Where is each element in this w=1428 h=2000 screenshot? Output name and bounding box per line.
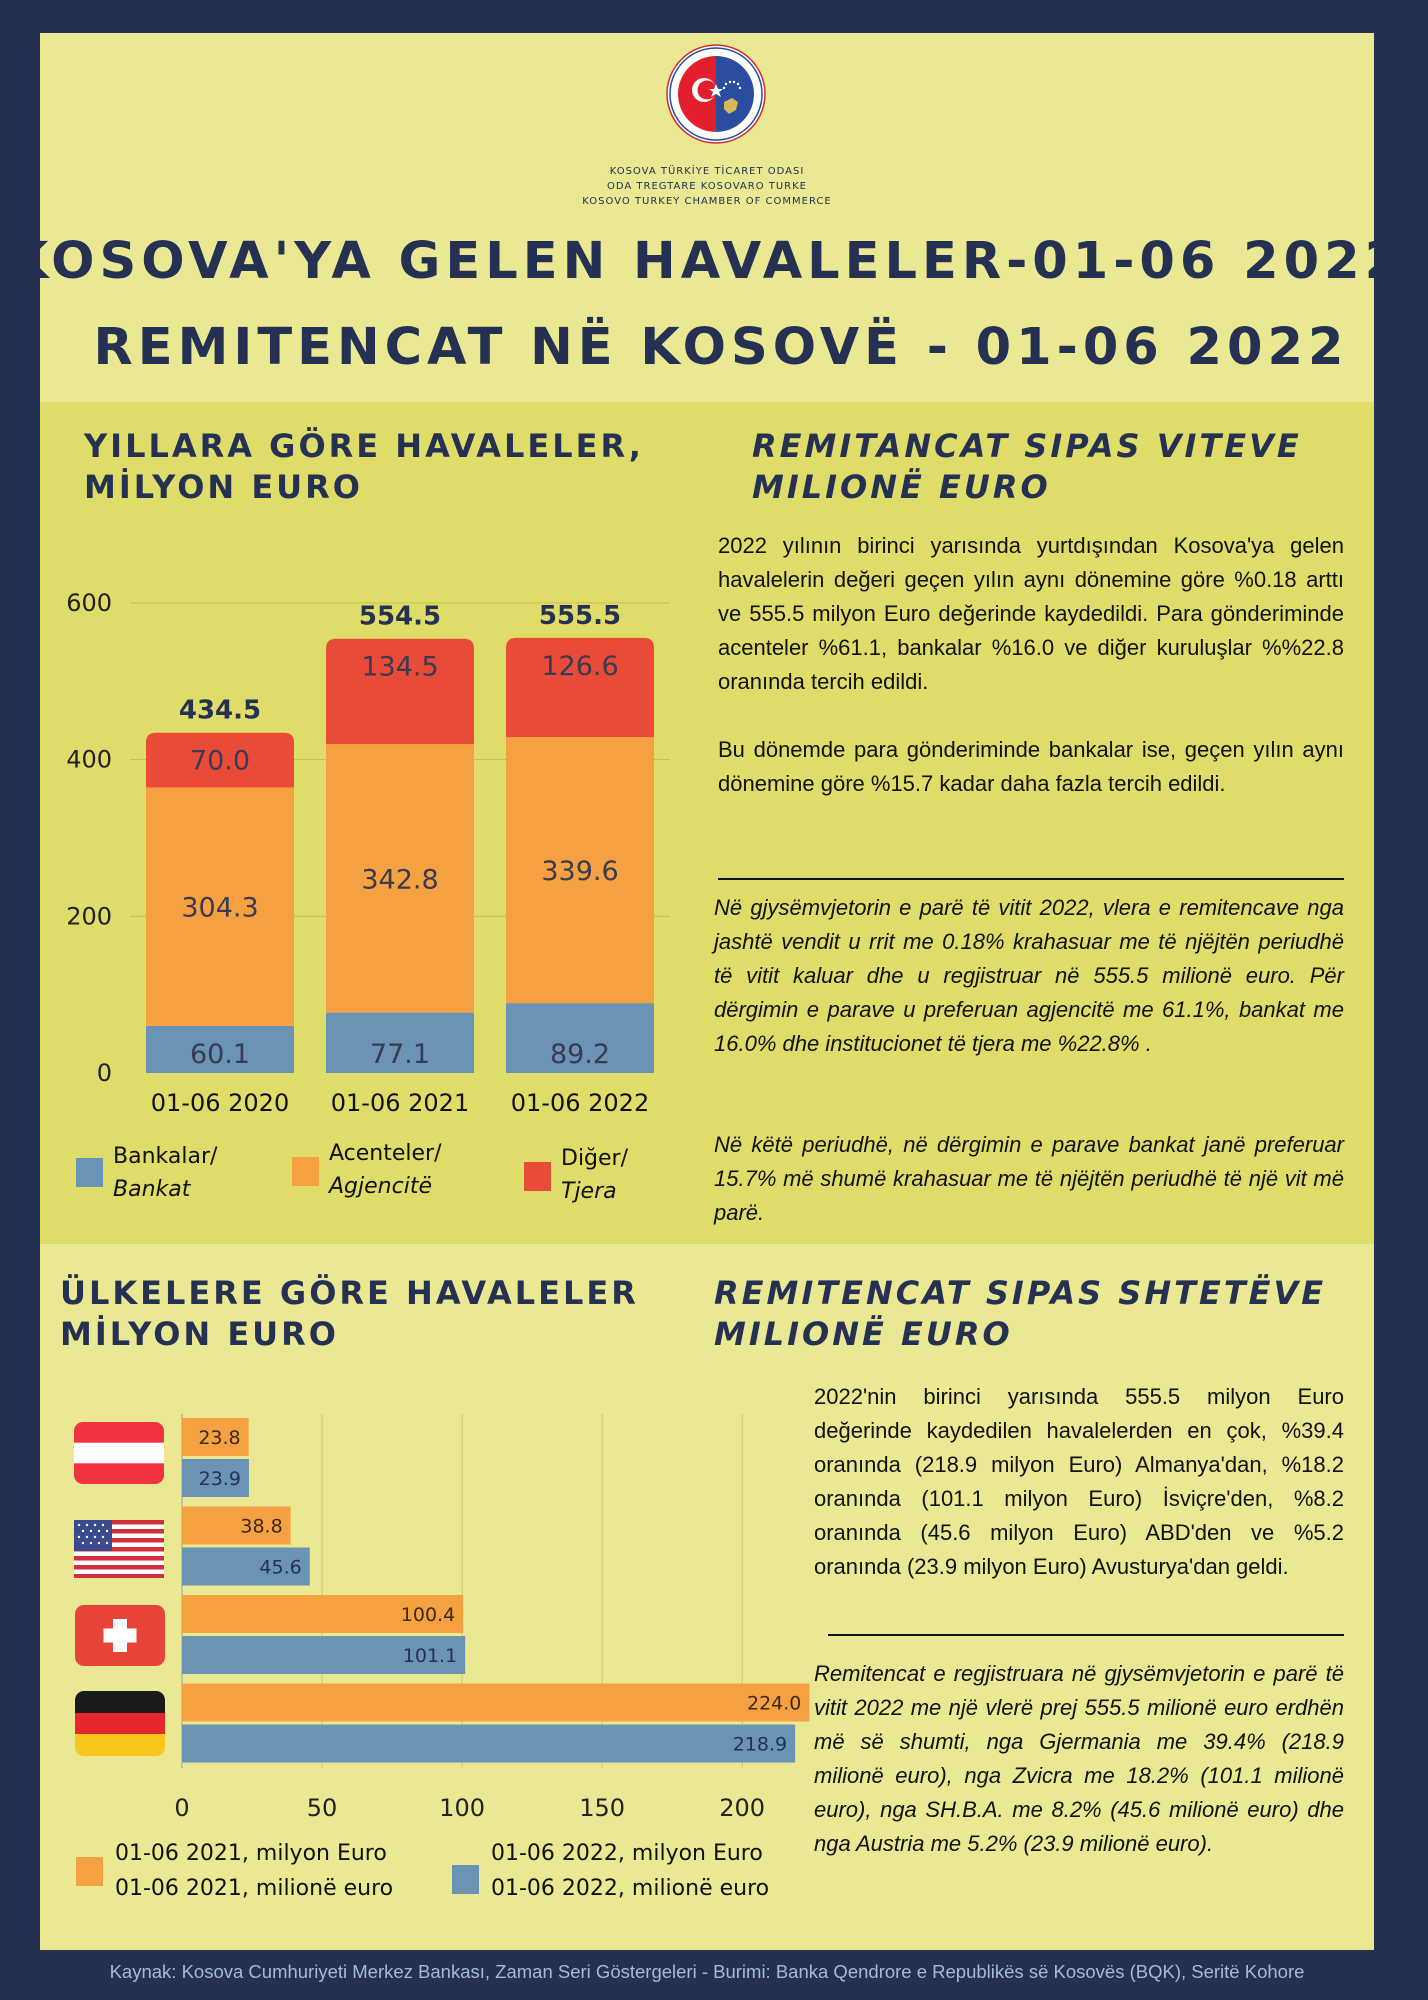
bar-2022 — [182, 1725, 795, 1763]
usa-flag-icon — [74, 1520, 164, 1578]
legend-label-2022 — [491, 1836, 769, 1906]
legend-item-2021 — [76, 1836, 393, 1906]
section1-title-sq-line2: MILIONË EURO — [752, 468, 1051, 506]
data-label: 134.5 — [361, 651, 439, 683]
legend-2021-sq: 01-06 2021, milionë euro — [115, 1876, 394, 1901]
data-label: 126.6 — [541, 650, 619, 682]
germany-flag-icon — [75, 1691, 165, 1756]
data-label: 60.1 — [189, 1039, 251, 1070]
x-tick-label: 01-06 2022 — [510, 1089, 650, 1117]
legend-agency-sq: Agjencitë — [329, 1174, 432, 1199]
section1-title-sq-line1: REMITANCAT SIPAS VITEVE — [752, 427, 1302, 465]
legend-2021-tr: 01-06 2021, milyon Euro — [115, 1841, 387, 1866]
data-label: 45.6 — [259, 1556, 302, 1579]
y-tick-label: 400 — [66, 745, 112, 774]
section2-title-tr-line2: MİLYON EURO — [60, 1315, 339, 1353]
data-label: 224.0 — [747, 1692, 802, 1715]
total-label: 555.5 — [538, 600, 622, 631]
section1-text-sq-2: Në këtë periudhë, në dërgimin e parave bankat janë preferuar 15.7% më shumë krahasuar me të njëjtën periudhë të një vit më parë. — [714, 1132, 1344, 1225]
chamber-logo — [666, 44, 766, 144]
y-tick-label: 600 — [66, 589, 112, 617]
bar-2021 — [182, 1684, 809, 1722]
legend-other-sq: Tjera — [561, 1179, 617, 1204]
legend-label-other — [561, 1142, 628, 1208]
org-name-tr: KOSOVA TÜRKİYE TİCARET ODASI — [609, 166, 805, 177]
section2-divider — [828, 1634, 1344, 1636]
legend-2022-sq: 01-06 2022, milionë euro — [491, 1876, 770, 1901]
section1-title-tr-line2: MİLYON EURO — [84, 468, 363, 506]
legend-label-bank — [113, 1140, 217, 1206]
total-label: 434.5 — [178, 695, 262, 726]
legend-item-other — [524, 1142, 628, 1208]
x-tick-label: 150 — [579, 1794, 626, 1822]
data-label: 304.3 — [181, 892, 259, 924]
legend-label-agency — [329, 1137, 442, 1203]
legend-item-agency — [292, 1137, 442, 1203]
legend-item-bank — [76, 1140, 217, 1206]
legend-swatch-2022 — [452, 1865, 479, 1894]
x-tick-label: 0 — [174, 1794, 190, 1822]
data-label: 23.8 — [198, 1427, 241, 1449]
section1-text-sq-1: Në gjysëmvjetorin e parë të vitit 2022, vlera e remitencave nga jashtë vendit u rrit me 0.18% krahasuar me të njëjtën periudhë të vitit kaluar dhe u regjistruar në 555.5 milionë euro. Për dërgimin e parave u preferuan agjencitë me 61.1%, bankat me 16.0% dhe institucionet të tjera me %22.8% . — [714, 895, 1344, 1056]
data-label: 77.1 — [369, 1039, 431, 1070]
legend-other-tr: Diğer/ — [561, 1146, 629, 1171]
data-label: 100.4 — [400, 1604, 456, 1626]
section2-text-tr: 2022'nin birinci yarısında 555.5 milyon Euro değerinde kaydedilen havalelerden en çok, %39.4 oranında (218.9 milyon Euro) Almanya'dan, %18.2 oranında (101.1 milyon Euro) İsviçre'den, %8.2 oranında (45.6 milyon Euro) ABD'den ve %5.2 oranında (23.9 milyon Euro) Avusturya'dan geldi. — [814, 1384, 1344, 1579]
org-name-en: KOSOVO TURKEY CHAMBER OF COMMERCE — [582, 196, 832, 207]
legend-label-2021 — [115, 1836, 393, 1906]
section2-title-sq-line1: REMITENCAT SIPAS SHTETËVE — [714, 1274, 1327, 1312]
legend-swatch-bank — [76, 1158, 103, 1187]
legend-item-2022 — [452, 1836, 769, 1906]
data-label: 218.9 — [732, 1733, 788, 1756]
section1-title-sq — [752, 426, 1302, 508]
section1-text-tr-2: Bu dönemde para gönderiminde bankalar ise, geçen yılın aynı dönemine göre %15.7 kadar daha fazla tercih edildi. — [718, 737, 1344, 796]
x-tick-label: 50 — [306, 1794, 338, 1822]
data-label: 339.6 — [541, 856, 619, 888]
legend-agency-tr: Acenteler/ — [329, 1141, 442, 1166]
x-tick-label: 200 — [719, 1794, 766, 1822]
legend-bank-tr: Bankalar/ — [113, 1144, 218, 1169]
switzerland-flag-icon — [75, 1605, 165, 1666]
section1-divider — [718, 878, 1344, 880]
section1-title-tr-line1: YILLARA GÖRE HAVALELER, — [84, 427, 644, 465]
data-label: 342.8 — [361, 864, 439, 896]
source-footer: Kaynak: Kosova Cumhuriyeti Merkez Bankası, Zaman Seri Göstergeleri - Burimi: Banka Qendrore e Republikës së Kosovës (BQK), Seritë Kohore — [109, 1961, 1305, 1982]
legend-swatch-agency — [292, 1157, 319, 1186]
data-label: 101.1 — [402, 1645, 458, 1667]
section2-title-sq-line2: MILIONË EURO — [714, 1315, 1013, 1353]
stacked-bar-chart — [60, 580, 700, 1120]
x-tick-label: 01-06 2021 — [330, 1089, 470, 1117]
x-tick-label: 100 — [439, 1794, 485, 1822]
data-label: 70.0 — [189, 745, 251, 777]
data-label: 23.9 — [198, 1468, 241, 1490]
section1-title-tr — [84, 426, 644, 508]
legend-swatch-2021 — [76, 1857, 103, 1886]
page-title-sq: REMITENCAT NË KOSOVË - 01-06 2022 — [93, 318, 1349, 377]
section2-title-tr-line1: ÜLKELERE GÖRE HAVALELER — [60, 1274, 639, 1312]
legend-2022-tr: 01-06 2022, milyon Euro — [491, 1841, 763, 1866]
austria-flag-icon — [74, 1422, 164, 1484]
country-bar-chart — [170, 1410, 802, 1822]
section1-text-tr-1: 2022 yılının birinci yarısında yurtdışından Kosova'ya gelen havalelerin değeri geçen yılın aynı dönemine göre %0.18 arttı ve 555.5 milyon Euro değerinde kaydedildi. Para gönderiminde acenteler %61.1, bankalar %16.0 ve diğer kuruluşlar %%22.8 oranında tercih edildi. — [718, 533, 1344, 694]
data-label: 38.8 — [240, 1515, 283, 1538]
total-label: 554.5 — [358, 601, 442, 632]
section2-text-sq: Remitencat e regjistruara në gjysëmvjetorin e parë të vitit 2022 me një vlerë prej 555.5 milionë euro erdhën më së shumti, nga Gjermania me 39.4% (218.9 milionë euro), nga Zvicra me 18.2% (101.1 milionë euro), nga SH.B.A. me 8.2% (45.6 milionë euro) dhe nga Austria me 5.2% (23.9 milionë euro). — [814, 1661, 1344, 1856]
org-name-sq: ODA TREGTARE KOSOVARO TURKE — [606, 181, 808, 192]
y-tick-label: 0 — [96, 1059, 112, 1087]
legend-bank-sq: Bankat — [113, 1177, 191, 1202]
section2-title-tr — [60, 1273, 639, 1355]
data-label: 89.2 — [549, 1039, 611, 1070]
page-title-tr: KOSOVA'YA GELEN HAVALELER-01-06 2022 — [8, 232, 1406, 291]
x-tick-label: 01-06 2020 — [150, 1089, 290, 1117]
y-tick-label: 200 — [66, 902, 112, 931]
section2-title-sq — [714, 1273, 1326, 1355]
legend-swatch-other — [524, 1162, 551, 1191]
